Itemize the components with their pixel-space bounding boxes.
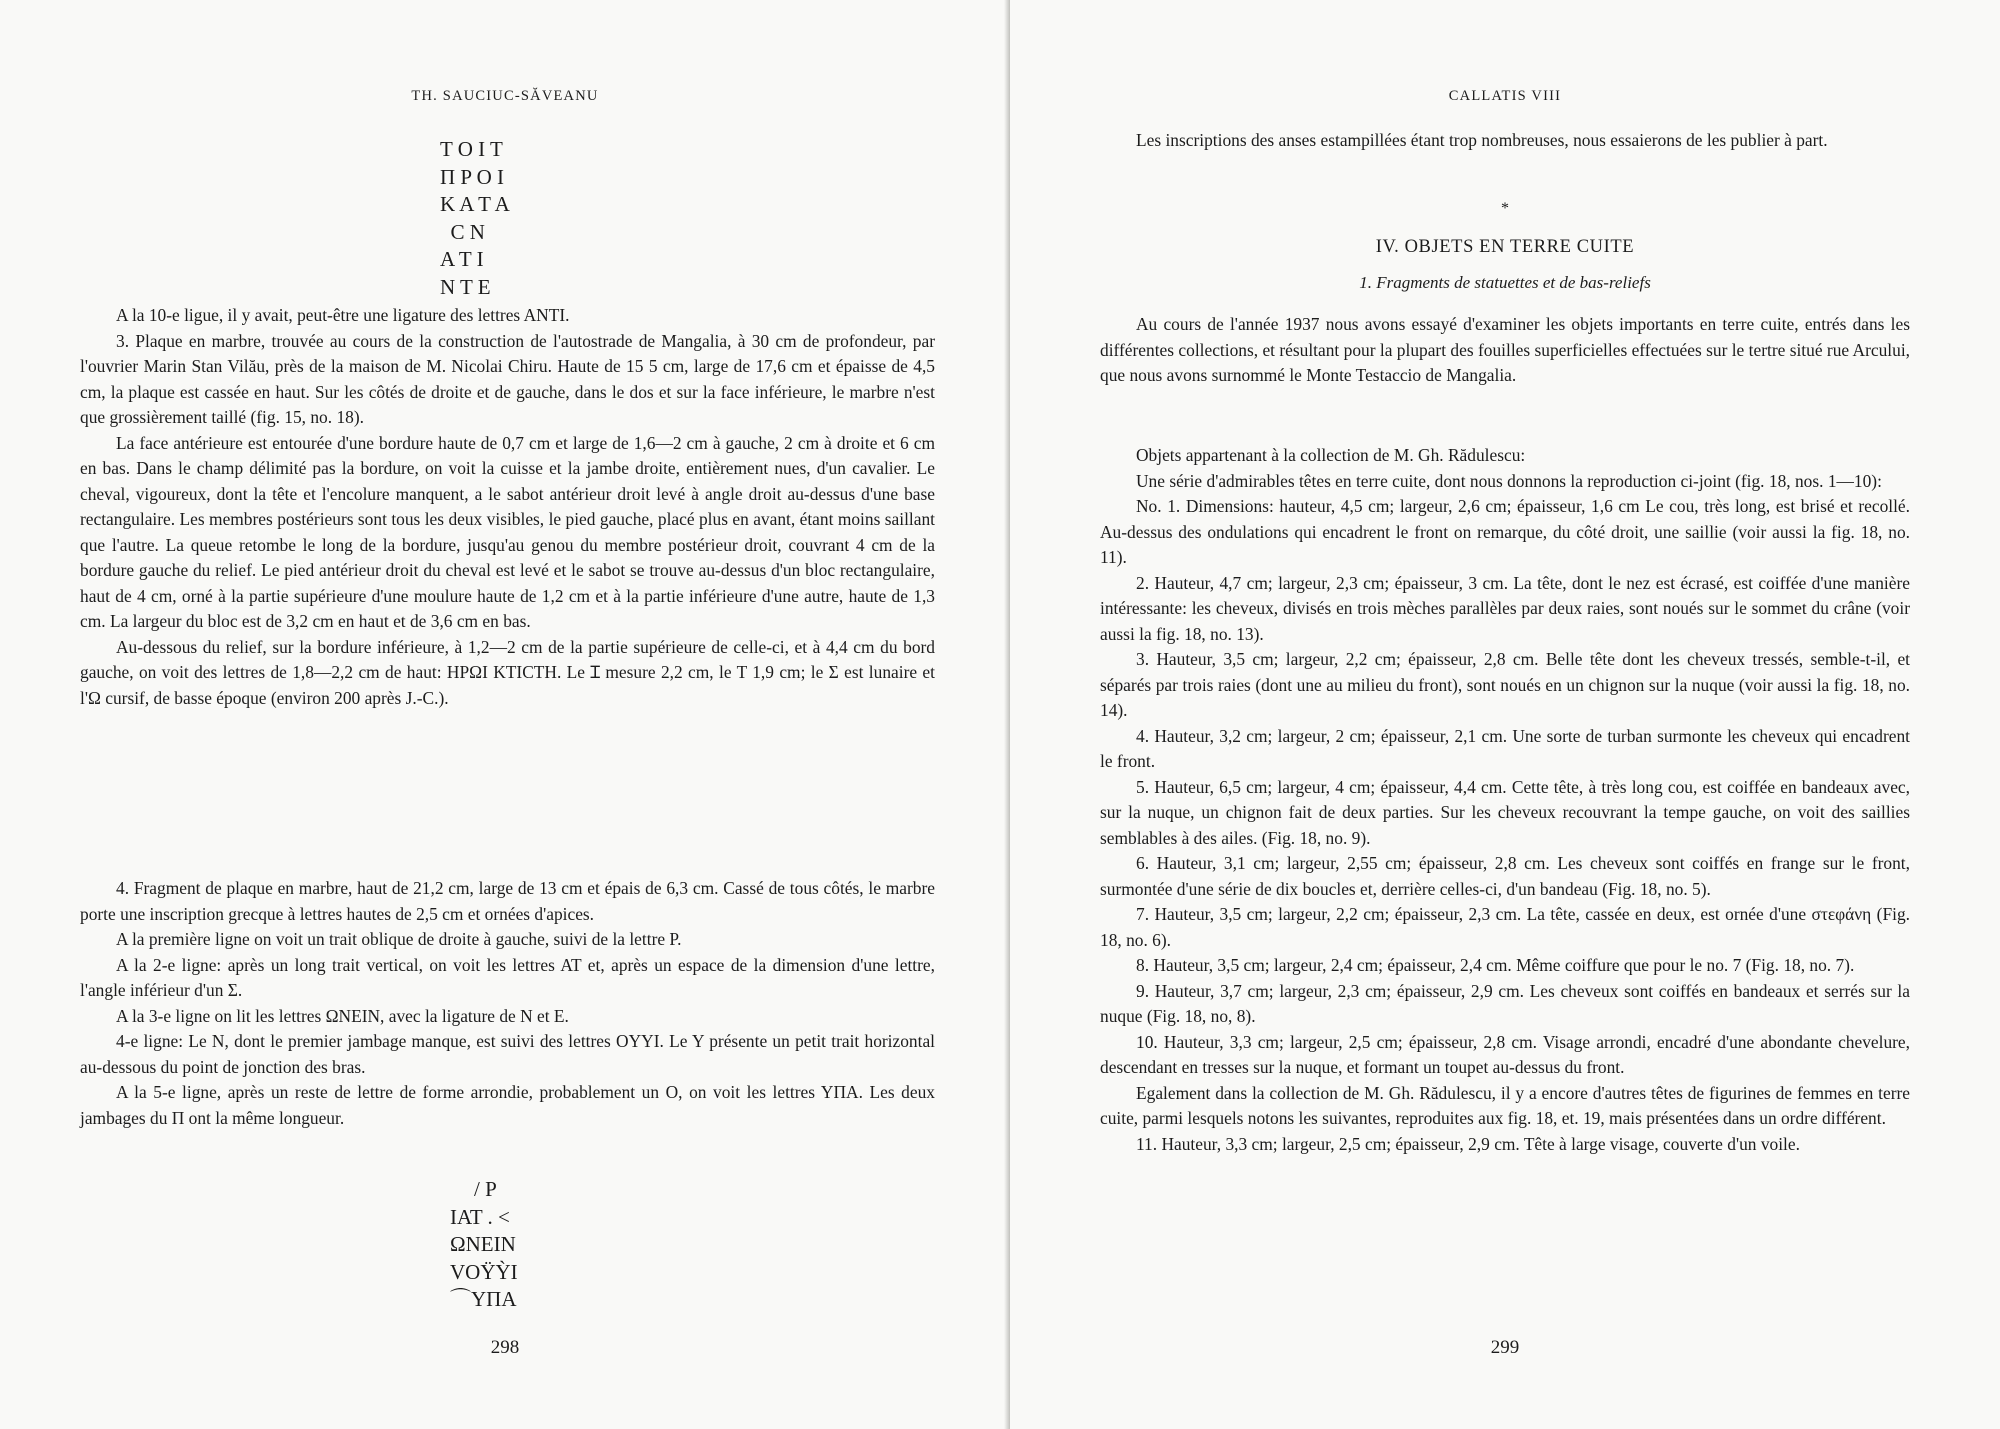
- running-head-right: CALLATIS VIII: [1448, 88, 1562, 104]
- paragraph: A la 2-e ligne: après un long trait vertical, on voit les lettres AT et, après un espace de la dimension d'une lettre, l'angle inférieur d'un Σ.: [80, 954, 935, 1000]
- inscription-line: / P: [474, 1177, 497, 1201]
- right-intro-block: [1100, 128, 1910, 154]
- right-text-block-2: [1100, 443, 1910, 1157]
- paragraph: 6. Hauteur, 3,1 cm; largeur, 2,55 cm; épaisseur, 2,8 cm. Les cheveux sont coiffés en frange sur le front, surmontée d'une série de dix boucles et, derrière celles-ci, d'un bandeau (Fig. 18, no. 5).: [1100, 853, 1910, 899]
- paragraph: 4. Fragment de plaque en marbre, haut de 21,2 cm, large de 13 cm et épais de 6,3 cm. Cassé de tous côtés, le marbre porte une inscription grecque à lettres hautes de 2,5 cm et ornées d'apices.: [80, 878, 935, 924]
- paragraph: A la 10-e ligue, il y avait, peut-être une ligature des lettres ANTI.: [116, 305, 570, 325]
- paragraph: 8. Hauteur, 3,5 cm; largeur, 2,4 cm; épaisseur, 2,4 cm. Même coiffure que pour le no. 7 (Fig. 18, no. 7).: [1136, 955, 1855, 975]
- page-number-right: 299: [1490, 1337, 1520, 1358]
- paragraph: 3. Plaque en marbre, trouvée au cours de la construction de l'autostrade de Mangalia, à 30 cm de profondeur, par l'ouvrier Marin Stan Vilău, près de la maison de M. Nicolai Chiru. Haute de 15 5 cm, large de 17,6 cm et épaisse de 4,5 cm, la plaque est cassée en haut. Sur les côtés de droite et de gauche, dans le dos et sur la face inférieure, le marbre n'est que grossièrement taillé (fig. 15, no. 18).: [80, 330, 935, 427]
- paragraph: 10. Hauteur, 3,3 cm; largeur, 2,5 cm; épaisseur, 2,8 cm. Visage arrondi, encadré d'une abondante chevelure, descendant en tresses sur la nuque, et formant un toupet au-dessus du front.: [1100, 1031, 1910, 1077]
- paragraph: Egalement dans la collection de M. Gh. Rădulescu, il y a encore d'autres têtes de figurines de femmes en terre cuite, parmi lesquels notons les suivantes, reproduites aux fig. 18, et. 19, mais présentées dans un ordre différent.: [1100, 1082, 1910, 1128]
- subsection-title: 1. Fragments de statuettes et de bas-reliefs: [1359, 273, 1651, 292]
- paragraph: Une série d'admirables têtes en terre cuite, dont nous donnons la reproduction ci-joint (fig. 18, nos. 1—10):: [1136, 470, 1882, 491]
- paragraph: 11. Hauteur, 3,3 cm; largeur, 2,5 cm; épaisseur, 2,9 cm. Tête à large visage, couverte d'un voile.: [1136, 1133, 1800, 1154]
- section-title: IV. OBJETS EN TERRE CUITE: [1375, 237, 1635, 257]
- paragraph: 4. Hauteur, 3,2 cm; largeur, 2 cm; épaisseur, 2,1 cm. Une sorte de turban surmonte les cheveux qui encadrent le front.: [1100, 725, 1910, 771]
- paragraph: No. 1. Dimensions: hauteur, 4,5 cm; largeur, 2,6 cm; épaisseur, 1,6 cm Le cou, très long, est brisé et recollé. Au-dessus des ondulations qui encadrent le front on remarque, du côté droit, une saillie (voir aussi la fig. 18, no. 11).: [1100, 496, 1910, 567]
- intro-paragraph: Les inscriptions des anses estampillées étant trop nombreuses, nous essaierons de les publier à part.: [1136, 130, 1828, 150]
- paragraph: 2. Hauteur, 4,7 cm; largeur, 2,3 cm; épaisseur, 3 cm. La tête, dont le nez est écrasé, est coiffée d'une manière intéressante: les cheveux, divisés en trois mèches parallèles par deux raies, sont noués sur le sommet du crâne (voir aussi la fig. 18, no. 13).: [1100, 572, 1910, 644]
- paragraph: Objets appartenant à la collection de M. Gh. Rădulescu:: [1136, 445, 1526, 465]
- paragraph: 4-e ligne: Le N, dont le premier jambage manque, est suivi des lettres OYYI. Le Y présente un petit trait horizontal au-dessous du point de jonction des bras.: [80, 1031, 935, 1077]
- inscription-line: ΩNEIN: [450, 1232, 516, 1256]
- inscription-line: A T I: [440, 247, 484, 271]
- inscription-line: IAT . <: [450, 1204, 510, 1229]
- paragraph: 9. Hauteur, 3,7 cm; largeur, 2,3 cm; épaisseur, 2,9 cm. Les cheveux sont coiffés en bandeaux et serrés sur la nuque (Fig. 18, no, 8).: [1100, 980, 1910, 1026]
- paragraph: A la première ligne on voit un trait oblique de droite à gauche, suivi de la lettre P.: [116, 929, 682, 949]
- paragraph: Au cours de l'année 1937 nous avons essayé d'examiner les objets importants en terre cuite, entrés dans les différentes collections, et résultant pour la plupart des fouilles superficielles effectuées sur le tertre situé rue Arcului, que nous avons surnommé le Monte Testaccio de Mangalia.: [1100, 314, 1910, 385]
- inscription-line: K A T A: [440, 192, 510, 216]
- paragraph: 3. Hauteur, 3,5 cm; largeur, 2,2 cm; épaisseur, 2,8 cm. Belle tête dont les cheveux tressés, semble-t-il, et séparés par trois raies (dont une au milieu du front), sont noués en un chignon sur la nuque (voir aussi la fig. 18, no. 14).: [1100, 649, 1910, 720]
- paragraph: 7. Hauteur, 3,5 cm; largeur, 2,2 cm; épaisseur, 2,3 cm. La tête, cassée en deux, est ornée d'une στεφάνη (Fig. 18, no. 6).: [1100, 904, 1910, 950]
- paragraph: La face antérieure est entourée d'une bordure haute de 0,7 cm et large de 1,6—2 cm à gauche, 2 cm à droite et 6 cm en bas. Dans le champ délimité pas la bordure, on voit la cuisse et la jambe droite, entièrement nues, d'un cavalier. Le cheval, vigoureux, dont la tête et l'encolure manquent, a le sabot antérieur droit levé à angle droit au-dessus d'une base rectangulaire. Les membres postérieurs sont tous les deux visibles, le pied gauche, placé plus en avant, étant moins saillant que l'autre. La queue retombe le long de la bordure, jusqu'au genou du membre postérieur droit, couvrant 4 cm de la bordure gauche du relief. Le pied antérieur droit du cheval est levé et le sabot se trouve au-dessus d'un bloc rectangulaire, haut de 4 cm, orné à la partie supérieure d'une moulure haute de 1,2 cm et à la partie inférieure d'une autre, haute de 1,3 cm. La largeur du bloc est de 3,2 cm en haut et de 3,6 cm en bas.: [80, 432, 935, 631]
- paragraph: A la 3-e ligne on lit les lettres ΩNEIN, avec la ligature de N et E.: [116, 1005, 569, 1026]
- greek-inscription-top: [440, 136, 510, 301]
- inscription-line: Ϲ N: [440, 219, 485, 244]
- left-text-block-1: [80, 303, 935, 711]
- paragraph: 5. Hauteur, 6,5 cm; largeur, 4 cm; épaisseur, 4,4 cm. Cette tête, à très long cou, est coiffée en bandeaux avec, sur la nuque, un chignon fait de deux parties. Sur les cheveux recouvrant la tempe gauche, on voit des saillies semblables à des ailes. (Fig. 18, no. 9).: [1100, 776, 1910, 848]
- separator-asterisk: *: [1501, 200, 1509, 217]
- inscription-line: N T E: [440, 274, 491, 299]
- inscription-line: VOŸỲI: [450, 1259, 518, 1284]
- page-number-left: 298: [490, 1337, 520, 1358]
- inscription-line: T O I T: [440, 137, 503, 161]
- right-text-block-1: [1100, 312, 1910, 389]
- greek-inscription-bottom: [450, 1176, 518, 1314]
- right-page: [1010, 0, 2000, 1429]
- paragraph: A la 5-e ligne, après un reste de lettre de forme arrondie, probablement un O, on voit les lettres YΠA. Les deux jambages du Π ont la même longueur.: [80, 1082, 935, 1128]
- running-head-left: TH. SAUCIUC-SĂVEANU: [411, 88, 599, 104]
- inscription-line: Π P O I: [440, 164, 504, 189]
- left-text-block-2: [80, 876, 935, 1131]
- inscription-line: ⌒YΠA: [450, 1287, 517, 1311]
- paragraph: Au-dessous du relief, sur la bordure inférieure, à 1,2—2 cm de la partie supérieure de celle-ci, et à 4,4 cm du bord gauche, on voit des lettres de 1,8—2,2 cm de haut: HPΩI KTICTH. Le Ɪ mesure 2,2 cm, le T 1,9 cm; le Σ est lunaire et l'Ω cursif, de basse époque (environ 200 après J.-C.).: [80, 636, 935, 708]
